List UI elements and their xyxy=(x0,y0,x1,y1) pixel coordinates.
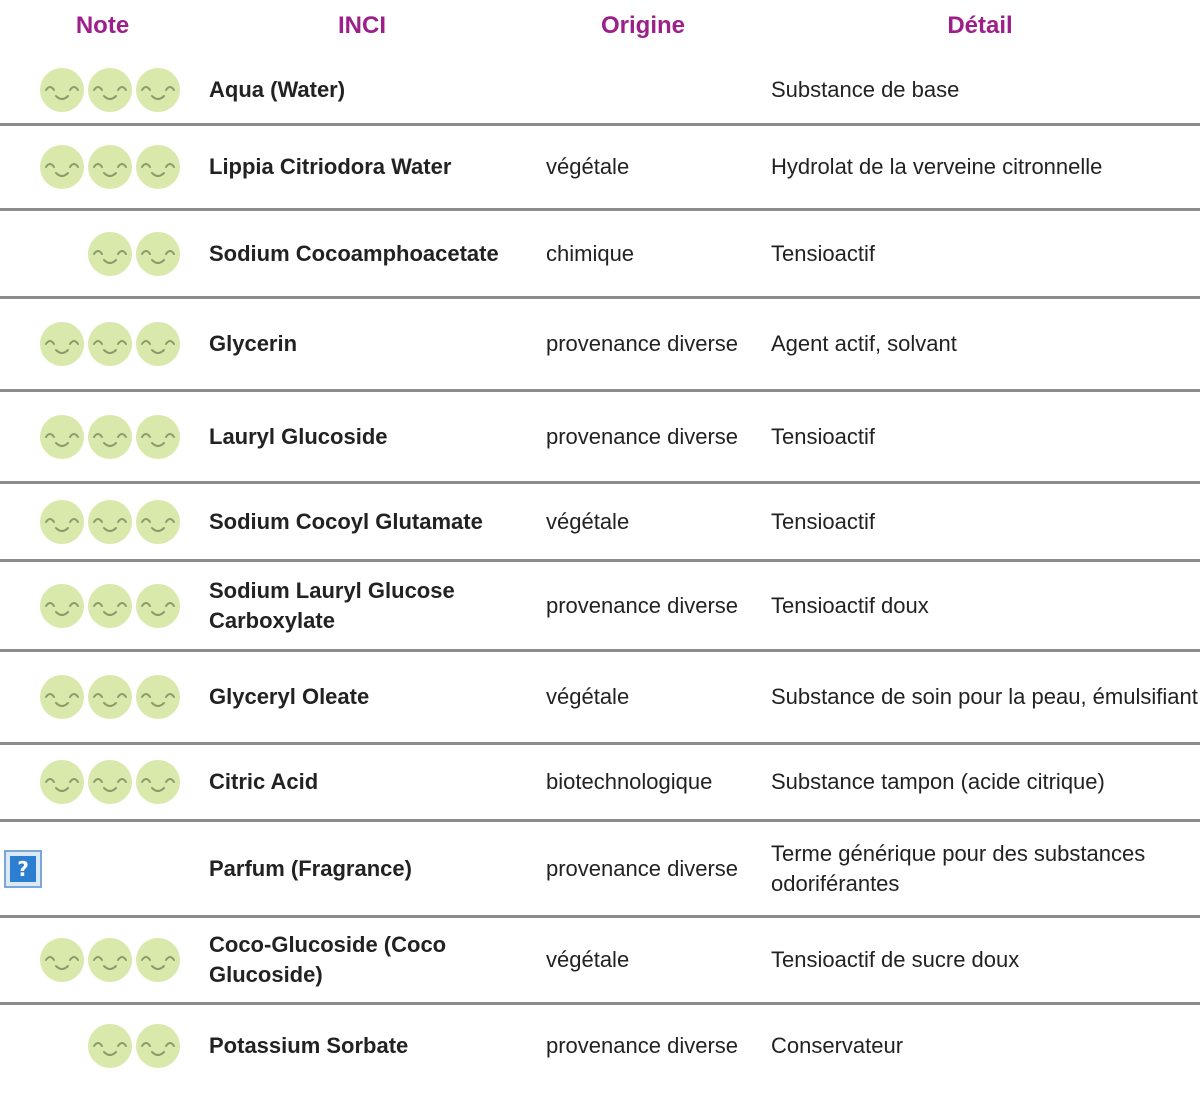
smiley-icon xyxy=(136,1024,180,1068)
detail-cell-text: Tensioactif de sucre doux xyxy=(771,947,1020,972)
inci-cell xyxy=(209,56,529,123)
inci-cell-text: Lauryl Glucoside xyxy=(209,423,388,449)
origine-cell xyxy=(546,918,761,1002)
table-body xyxy=(0,56,1200,1087)
detail-cell xyxy=(771,484,1200,559)
rating-smileys xyxy=(40,760,180,804)
inci-cell xyxy=(209,299,529,389)
detail-cell-text: Tensioactif xyxy=(771,240,875,266)
inci-cell-text: Sodium Cocoamphoacetate xyxy=(209,240,499,266)
detail-cell-text: Substance tampon (acide citrique) xyxy=(771,769,1105,794)
smiley-icon xyxy=(88,675,132,719)
detail-cell xyxy=(771,822,1200,915)
table-row xyxy=(0,649,1200,742)
detail-cell xyxy=(771,392,1200,481)
table-row xyxy=(0,481,1200,559)
rating-cell xyxy=(0,822,180,915)
smiley-icon xyxy=(136,584,180,628)
smiley-icon xyxy=(40,145,84,189)
smiley-icon xyxy=(136,232,180,276)
rating-cell xyxy=(0,918,180,1002)
table-row xyxy=(0,56,1200,123)
detail-cell xyxy=(771,56,1200,123)
table-row xyxy=(0,1002,1200,1087)
detail-cell-text: Substance de base xyxy=(771,76,960,102)
rating-smileys xyxy=(40,500,180,544)
rating-smileys xyxy=(40,938,180,982)
origine-cell xyxy=(546,299,761,389)
origine-cell xyxy=(546,211,761,296)
header-inci: INCI xyxy=(338,12,386,39)
smiley-icon xyxy=(40,415,84,459)
rating-cell xyxy=(0,299,180,389)
origine-cell xyxy=(546,1005,761,1087)
rating-cell xyxy=(0,1005,180,1087)
rating-cell xyxy=(0,745,180,819)
smiley-icon xyxy=(136,675,180,719)
rating-smileys xyxy=(88,1024,180,1068)
inci-cell xyxy=(209,1005,529,1087)
origine-cell-text: provenance diverse xyxy=(546,855,739,881)
detail-cell xyxy=(771,299,1200,389)
origine-cell xyxy=(546,652,761,742)
rating-smileys xyxy=(40,322,180,366)
inci-cell xyxy=(209,745,529,819)
detail-cell xyxy=(771,1005,1200,1087)
inci-cell-text: Glycerin xyxy=(209,331,298,356)
origine-cell xyxy=(546,745,761,819)
origine-cell xyxy=(546,562,761,649)
origine-cell-text: végétale xyxy=(546,154,630,179)
inci-cell xyxy=(209,822,529,915)
detail-cell-text: Hydrolat de la verveine citronnelle xyxy=(771,154,1103,179)
smiley-icon xyxy=(136,68,180,112)
smiley-icon xyxy=(136,322,180,366)
detail-cell xyxy=(771,918,1200,1002)
origine-cell-text: chimique xyxy=(546,240,635,266)
smiley-icon xyxy=(136,145,180,189)
detail-cell-text: Substance de soin pour la peau, émulsifiant xyxy=(771,684,1198,709)
table-row xyxy=(0,296,1200,389)
inci-cell-text: Parfum (Fragrance) xyxy=(209,855,412,881)
origine-cell-text: provenance diverse xyxy=(546,592,739,618)
origine-cell xyxy=(546,56,761,123)
inci-cell-text: Coco-Glucoside (Coco Glucoside) xyxy=(209,932,447,987)
question-mark-glyph: ? xyxy=(10,856,36,882)
inci-cell-text: Aqua (Water) xyxy=(209,76,346,102)
smiley-icon xyxy=(40,938,84,982)
table-row xyxy=(0,742,1200,819)
smiley-icon xyxy=(88,1024,132,1068)
inci-cell xyxy=(209,211,529,296)
smiley-icon xyxy=(88,68,132,112)
origine-cell xyxy=(546,126,761,208)
table-row xyxy=(0,559,1200,649)
detail-cell xyxy=(771,211,1200,296)
table-header xyxy=(0,0,1200,56)
origine-cell-text: végétale xyxy=(546,684,630,709)
smiley-icon xyxy=(40,584,84,628)
header-origine: Origine xyxy=(600,12,685,39)
inci-cell xyxy=(209,652,529,742)
table-row xyxy=(0,819,1200,915)
smiley-icon xyxy=(40,322,84,366)
origine-cell-text: végétale xyxy=(546,947,630,972)
inci-cell xyxy=(209,392,529,481)
detail-cell-text: Tensioactif doux xyxy=(771,592,929,618)
smiley-icon xyxy=(136,500,180,544)
detail-cell xyxy=(771,562,1200,649)
inci-cell-text: Potassium Sorbate xyxy=(209,1033,409,1058)
inci-cell xyxy=(209,126,529,208)
origine-cell xyxy=(546,822,761,915)
smiley-icon xyxy=(136,415,180,459)
detail-cell-text: Tensioactif xyxy=(771,423,875,449)
origine-cell-text: provenance diverse xyxy=(546,331,739,356)
smiley-icon xyxy=(88,500,132,544)
smiley-icon xyxy=(40,675,84,719)
table-row xyxy=(0,208,1200,296)
header-detail: Détail xyxy=(947,12,1013,39)
origine-cell-text: biotechnologique xyxy=(546,769,713,794)
smiley-icon xyxy=(88,584,132,628)
smiley-icon xyxy=(88,232,132,276)
inci-cell-text: Sodium Cocoyl Glutamate xyxy=(209,508,483,534)
table-row xyxy=(0,389,1200,481)
origine-cell-text: végétale xyxy=(546,508,630,534)
rating-smileys xyxy=(40,584,180,628)
inci-cell-text: Lippia Citriodora Water xyxy=(209,154,452,179)
detail-cell xyxy=(771,745,1200,819)
rating-cell xyxy=(0,484,180,559)
origine-cell-text: provenance diverse xyxy=(546,1033,739,1058)
rating-smileys xyxy=(40,415,180,459)
rating-cell xyxy=(0,652,180,742)
detail-cell-text: Conservateur xyxy=(771,1033,904,1058)
inci-cell xyxy=(209,562,529,649)
question-mark-icon xyxy=(4,850,42,888)
smiley-icon xyxy=(136,760,180,804)
detail-cell-text: Agent actif, solvant xyxy=(771,331,957,356)
rating-cell xyxy=(0,56,180,123)
detail-cell-text: Terme générique pour des substances odoriférantes xyxy=(771,840,1146,896)
header-note: Note xyxy=(75,12,130,39)
rating-smileys xyxy=(88,232,180,276)
detail-cell-text: Tensioactif xyxy=(771,508,875,534)
inci-cell xyxy=(209,484,529,559)
inci-cell xyxy=(209,918,529,1002)
smiley-icon xyxy=(88,938,132,982)
detail-cell xyxy=(771,126,1200,208)
rating-smileys xyxy=(40,68,180,112)
smiley-icon xyxy=(88,145,132,189)
rating-cell xyxy=(0,392,180,481)
inci-cell-text: Sodium Lauryl Glucose Carboxylate xyxy=(209,577,455,633)
smiley-icon xyxy=(40,760,84,804)
smiley-icon xyxy=(40,68,84,112)
origine-cell-text: provenance diverse xyxy=(546,423,739,449)
smiley-icon xyxy=(88,322,132,366)
rating-cell xyxy=(0,211,180,296)
table-row xyxy=(0,123,1200,208)
smiley-icon xyxy=(40,500,84,544)
smiley-icon xyxy=(88,760,132,804)
rating-smileys xyxy=(40,145,180,189)
smiley-icon xyxy=(88,415,132,459)
inci-cell-text: Citric Acid xyxy=(209,769,319,794)
smiley-icon xyxy=(136,938,180,982)
detail-cell xyxy=(771,652,1200,742)
origine-cell xyxy=(546,392,761,481)
rating-smileys xyxy=(40,675,180,719)
origine-cell xyxy=(546,484,761,559)
rating-cell xyxy=(0,562,180,649)
table-row xyxy=(0,915,1200,1002)
rating-cell xyxy=(0,126,180,208)
inci-cell-text: Glyceryl Oleate xyxy=(209,684,370,709)
